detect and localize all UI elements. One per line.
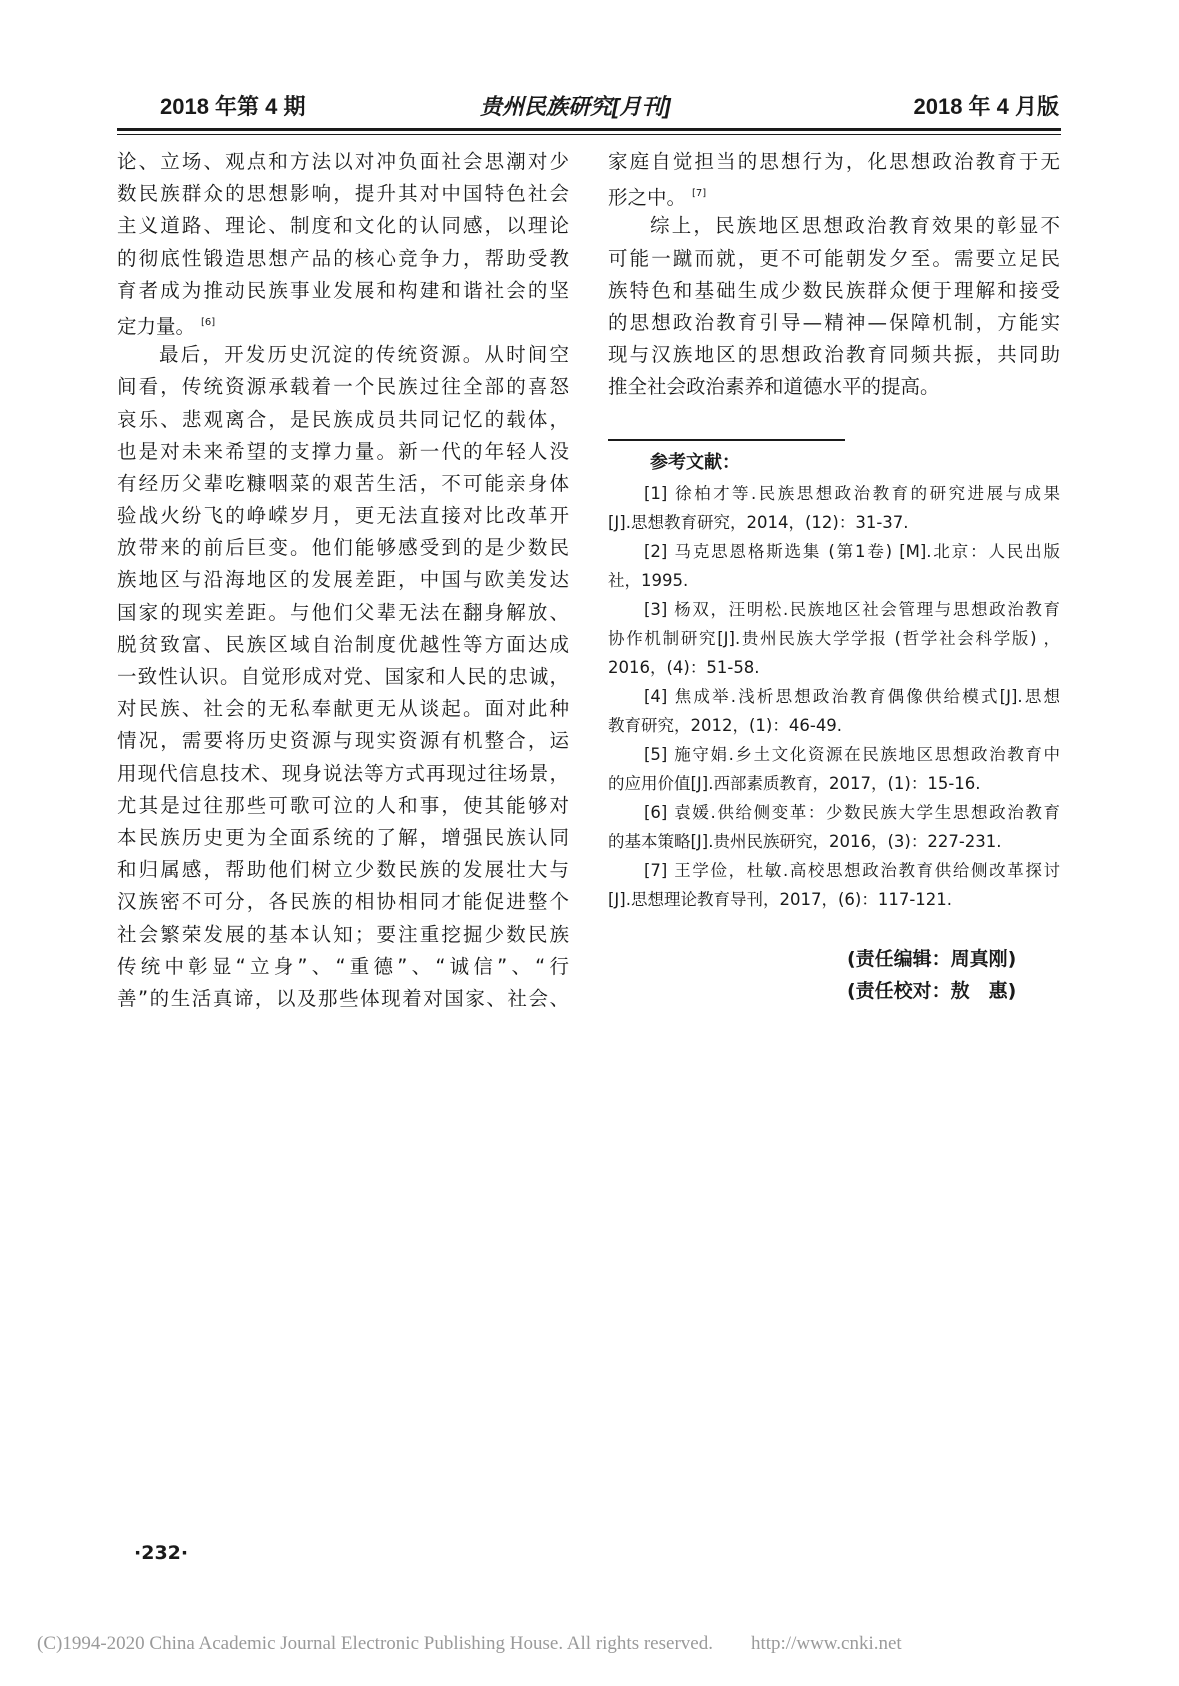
line-text: 验战火纷飞的峥嵘岁月，更无法直接对比改革开 xyxy=(117,504,569,528)
text-line xyxy=(608,243,1060,275)
line-text: 一致性认识。自觉形成对党、国家和人民的忠诚， xyxy=(117,665,569,688)
references-list xyxy=(608,479,1060,914)
line-text: 推全社会政治素养和道德水平的提高。 xyxy=(608,375,940,399)
line-text: 可能一蹴而就，更不可能朝发夕至。需要立足民 xyxy=(608,246,1060,270)
edition-label: 2018 年 4 月版 xyxy=(913,94,1059,119)
text-line xyxy=(608,624,1060,653)
line-text: 间看，传统资源承载着一个民族过往全部的喜怒 xyxy=(117,375,569,399)
text-line xyxy=(117,758,569,790)
line-text: 2016，(4)：51-58. xyxy=(608,658,760,677)
line-text: 族地区与沿海地区的发展差距，中国与欧美发达 xyxy=(117,568,569,592)
text-line xyxy=(608,885,1060,914)
line-text: [5] 施守娟.乡土文化资源在民族地区思想政治教育中 xyxy=(644,745,1060,764)
line-text: 对民族、社会的无私奉献更无从谈起。面对此种 xyxy=(117,697,569,721)
references-heading: 参考文献： xyxy=(650,452,740,473)
text-line xyxy=(117,564,569,596)
text-line xyxy=(117,339,569,371)
text-line xyxy=(117,210,569,242)
text-line xyxy=(117,629,569,661)
line-text: [J].思想理论教育导刊，2017，(6)：117-121. xyxy=(608,890,953,909)
text-line xyxy=(608,653,1060,682)
line-text: 社会繁荣发展的基本认知；要注重挖掘少数民族 xyxy=(117,922,569,946)
text-line xyxy=(608,275,1060,307)
line-text: 的思想政治教育引导—精神—保障机制，方能实 xyxy=(608,310,1060,334)
text-line xyxy=(117,436,569,468)
line-text: 哀乐、悲观离合，是民族成员共同记忆的载体， xyxy=(117,407,569,431)
text-line xyxy=(117,532,569,564)
text-line xyxy=(608,178,1060,210)
line-text: 善”的生活真谛，以及那些体现着对国家、社会、 xyxy=(117,986,569,1010)
text-line xyxy=(608,210,1060,242)
line-text: 脱贫致富、民族区域自治制度优越性等方面达成 xyxy=(117,632,569,656)
line-text: 尤其是过往那些可歌可泣的人和事，使其能够对 xyxy=(117,793,569,817)
line-text: 传统中彰显“立身”、“重德”、“诚信”、“行 xyxy=(117,954,569,978)
citation-marker: [7] xyxy=(692,188,707,200)
line-text: [J].思想教育研究，2014，(12)：31-37. xyxy=(608,513,909,532)
line-text: 国家的现实差距。与他们父辈无法在翻身解放、 xyxy=(117,600,569,624)
text-line xyxy=(117,468,569,500)
text-line xyxy=(117,500,569,532)
text-line xyxy=(608,856,1060,885)
responsible-editor: (责任编辑：周真刚) xyxy=(847,948,1017,970)
text-line xyxy=(608,682,1060,711)
line-text: 协作机制研究[J].贵州民族大学学报 (哲学社会科学版) ， xyxy=(608,629,1060,648)
text-line xyxy=(608,711,1060,740)
line-text: 和归属感，帮助他们树立少数民族的发展壮大与 xyxy=(117,858,569,882)
text-line xyxy=(608,595,1060,624)
text-line xyxy=(608,537,1060,566)
text-line xyxy=(608,740,1060,769)
line-text: 形之中。 xyxy=(608,186,687,210)
page-number: ·232· xyxy=(134,1542,189,1564)
line-text: [3] 杨双，汪明松.民族地区社会管理与思想政治教育 xyxy=(644,600,1060,619)
text-line xyxy=(608,508,1060,537)
text-line xyxy=(608,769,1060,798)
line-text: 也是对未来希望的支撑力量。新一代的年轻人没 xyxy=(117,439,569,463)
references-divider xyxy=(608,439,845,441)
text-line xyxy=(117,790,569,822)
copyright-footer: (C)1994-2020 China Academic Journal Electronic Publishing House. All rights reserved. http://www.cnki.net xyxy=(37,1633,902,1654)
text-line xyxy=(117,661,569,693)
header-rule xyxy=(117,128,1061,131)
text-line xyxy=(117,178,569,210)
text-line xyxy=(608,827,1060,856)
line-text: 汉族密不可分，各民族的相协相同才能促进整个 xyxy=(117,890,569,914)
line-text: 育者成为推动民族事业发展和构建和谐社会的坚 xyxy=(117,278,569,302)
line-text: 综上，民族地区思想政治教育效果的彰显不 xyxy=(650,214,1060,238)
line-text: 最后，开发历史沉淀的传统资源。从时间空 xyxy=(159,343,569,367)
text-line xyxy=(117,983,569,1015)
right-column xyxy=(608,146,1060,404)
text-line xyxy=(117,371,569,403)
text-line xyxy=(117,243,569,275)
line-text: 族特色和基础生成少数民族群众便于理解和接受 xyxy=(608,278,1060,302)
text-line xyxy=(608,479,1060,508)
line-text: 本民族历史更为全面系统的了解，增强民族认同 xyxy=(117,825,569,849)
line-text: 主义道路、理论、制度和文化的认同感，以理论 xyxy=(117,214,569,238)
line-text: 的基本策略[J].贵州民族研究，2016，(3)：227-231. xyxy=(608,832,1002,851)
responsible-proofreader: (责任校对：敖 惠) xyxy=(847,980,1017,1002)
text-line xyxy=(117,854,569,886)
line-text: [1] 徐柏才等.民族思想政治教育的研究进展与成果 xyxy=(644,484,1060,503)
line-text: 论、立场、观点和方法以对冲负面社会思潮对少 xyxy=(117,150,569,173)
line-text: 的应用价值[J].西部素质教育，2017，(1)：15-16. xyxy=(608,774,981,793)
line-text: 社，1995. xyxy=(608,571,689,590)
line-text: [6] 袁媛.供给侧变革：少数民族大学生思想政治教育 xyxy=(644,803,1060,822)
line-text: 现与汉族地区的思想政治教育同频共振，共同助 xyxy=(608,343,1060,367)
text-line xyxy=(117,886,569,918)
line-text: 的彻底性锻造思想产品的核心竞争力，帮助受教 xyxy=(117,246,569,270)
text-line xyxy=(608,307,1060,339)
text-line xyxy=(117,693,569,725)
line-text: 教育研究，2012，(1)：46-49. xyxy=(608,716,843,735)
issue-label: 2018 年第 4 期 xyxy=(160,94,306,119)
text-line xyxy=(608,566,1060,595)
text-line xyxy=(117,404,569,436)
text-line xyxy=(608,371,1060,403)
line-text: 家庭自觉担当的思想行为，化思想政治教育于无 xyxy=(608,150,1060,173)
text-line xyxy=(117,597,569,629)
text-line xyxy=(117,951,569,983)
text-line xyxy=(608,798,1060,827)
text-line xyxy=(117,919,569,951)
line-text: 情况，需要将历史资源与现实资源有机整合，运 xyxy=(117,729,569,753)
text-line xyxy=(117,275,569,307)
line-text: 放带来的前后巨变。他们能够感受到的是少数民 xyxy=(117,536,569,560)
text-line xyxy=(608,146,1060,178)
left-column xyxy=(117,146,569,1015)
citation-marker: [6] xyxy=(201,316,216,328)
text-line xyxy=(117,725,569,757)
line-text: 定力量。 xyxy=(117,314,196,338)
text-line xyxy=(117,146,569,178)
line-text: [7] 王学俭，杜敏.高校思想政治教育供给侧改革探讨 xyxy=(644,861,1060,880)
line-text: [2] 马克思恩格斯选集 (第1卷) [M].北京：人民出版 xyxy=(644,542,1060,561)
text-line xyxy=(117,822,569,854)
line-text: 数民族群众的思想影响，提升其对中国特色社会 xyxy=(117,182,569,206)
text-line xyxy=(117,307,569,339)
journal-title: 贵州民族研究[月刊] xyxy=(480,94,671,119)
line-text: [4] 焦成举.浅析思想政治教育偶像供给模式[J].思想 xyxy=(644,687,1060,706)
line-text: 有经历父辈吃糠咽菜的艰苦生活，不可能亲身体 xyxy=(117,471,569,495)
header-rule-thin xyxy=(117,134,1061,135)
line-text: 用现代信息技术、现身说法等方式再现过往场景， xyxy=(117,761,569,785)
text-line xyxy=(608,339,1060,371)
